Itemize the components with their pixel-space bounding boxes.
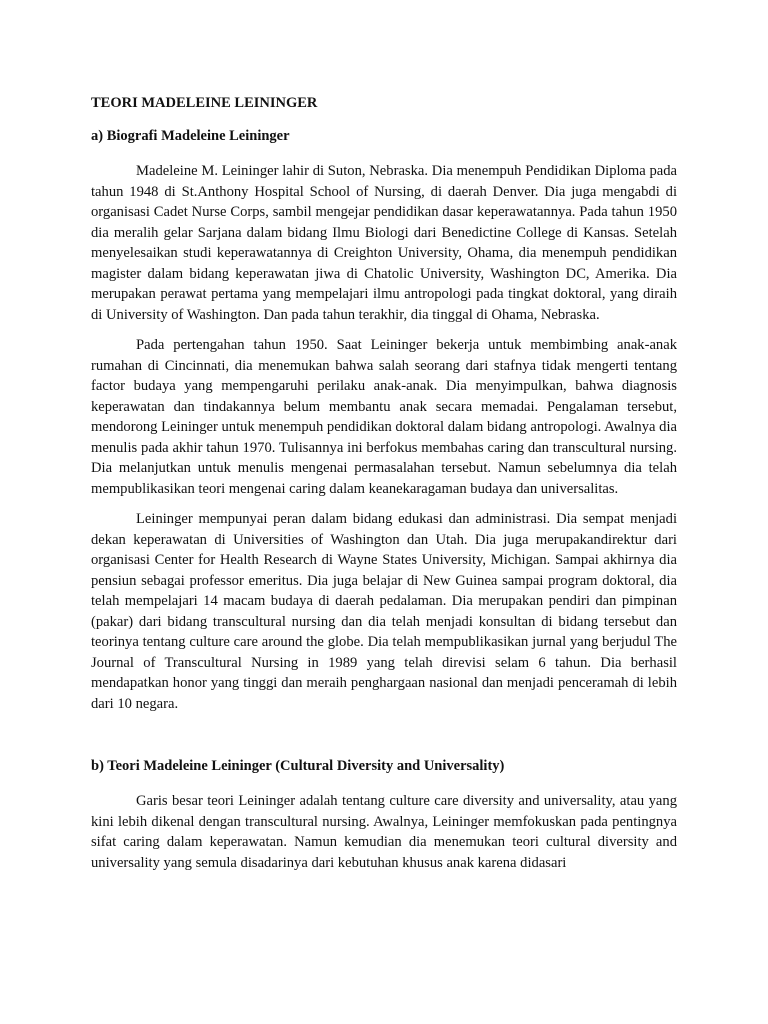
paragraph: Madeleine M. Leininger lahir di Suton, Nebraska. Dia menempuh Pendidikan Diploma pada tahun 1948 di St.Anthony Hospital School of Nursing, di daerah Denver. Dia juga mengabdi di organisasi Cadet Nurse Corps, sambil mengejar pendidikan dasar keperawatannya. Pada tahun 1950 dia meralih gelar Sarjana dalam bidang Ilmu Biologi dari Benedictine College di Kansas. Setelah menyelesaikan studi keperawatannya di Creighton University, Ohama, dia menempuh pendidikan magister dalam bidang keperawatan jiwa di Chatolic University, Washington DC, Amerika. Dia merupakan perawat pertama yang mempelajari ilmu antropologi pada tingkat doktoral, yang diraih di University of Washington. Dan pada tahun terakhir, dia tinggal di Ohama, Nebraska. [91,163,677,323]
document-page [91,93,677,1024]
paragraph: Leininger mempunyai peran dalam bidang edukasi dan administrasi. Dia sempat menjadi dekan keperawatan di Universities of Washington dan Utah. Dia juga merupakandirektur dari organisasi Center for Health Research di Wayne States University, Michigan. Sampai akhirnya dia pensiun sebagai professor emeritus. Dia juga belajar di New Guinea sampai program doktoral, dia telah mempelajari 14 macam budaya di daerah pedalaman. Dia merupakan pendiri dan pimpinan (pakar) dari bidang transcultural nursing dan dia telah menjadi konsultan di bidang tersebut dan teorinya tentang culture care around the globe. Dia telah mempublikasikan jurnal yang berjudul The Journal of Transcultural Nursing in 1989 yang telah direvisi selam 6 tahun. Dia berhasil mendapatkan honor yang tinggi dan meraih penghargaan nasional dan menjadi penceramah di lebih dari 10 negara. [91,511,677,712]
section-spacer [91,724,677,756]
document-title: TEORI MADELEINE LEININGER [91,95,318,111]
section-heading-teori: b) Teori Madeleine Leininger (Cultural Diversity and Universality) [91,758,505,774]
section-heading-biografi: a) Biografi Madeleine Leininger [91,128,290,144]
paragraph: Pada pertengahan tahun 1950. Saat Leininger bekerja untuk membimbing anak-anak rumahan di Cincinnati, dia menemukan bahwa salah seorang dari stafnya tidak mengerti tentang factor budaya yang mempengaruhi perilaku anak-anak. Dia menyimpulkan, bahwa diagnosis keperawatan dan tindakannya belum membantu anak secara memadai. Pengalaman tersebut, mendorong Leininger untuk menempuh pendidikan doktoral dalam bidang antropologi. Awalnya dia menulis pada akhir tahun 1970. Tulisannya ini berfokus membahas caring dan transcultural nursing. Dia melanjutkan untuk menulis mengenai permasalahan tersebut. Namun sebelumnya dia telah mempublikasikan teori mengenai caring dalam keanekaragaman budaya dan universalitas. [91,337,677,497]
paragraph: Garis besar teori Leininger adalah tentang culture care diversity and universality, atau yang kini lebih dikenal dengan transcultural nursing. Awalnya, Leininger memfokuskan pada pentingnya sifat caring dalam keperawatan. Namun kemudian dia menemukan teori cultural diversity and universality yang semula disadarinya dari kebutuhan khusus anak karena didasari [91,793,677,871]
